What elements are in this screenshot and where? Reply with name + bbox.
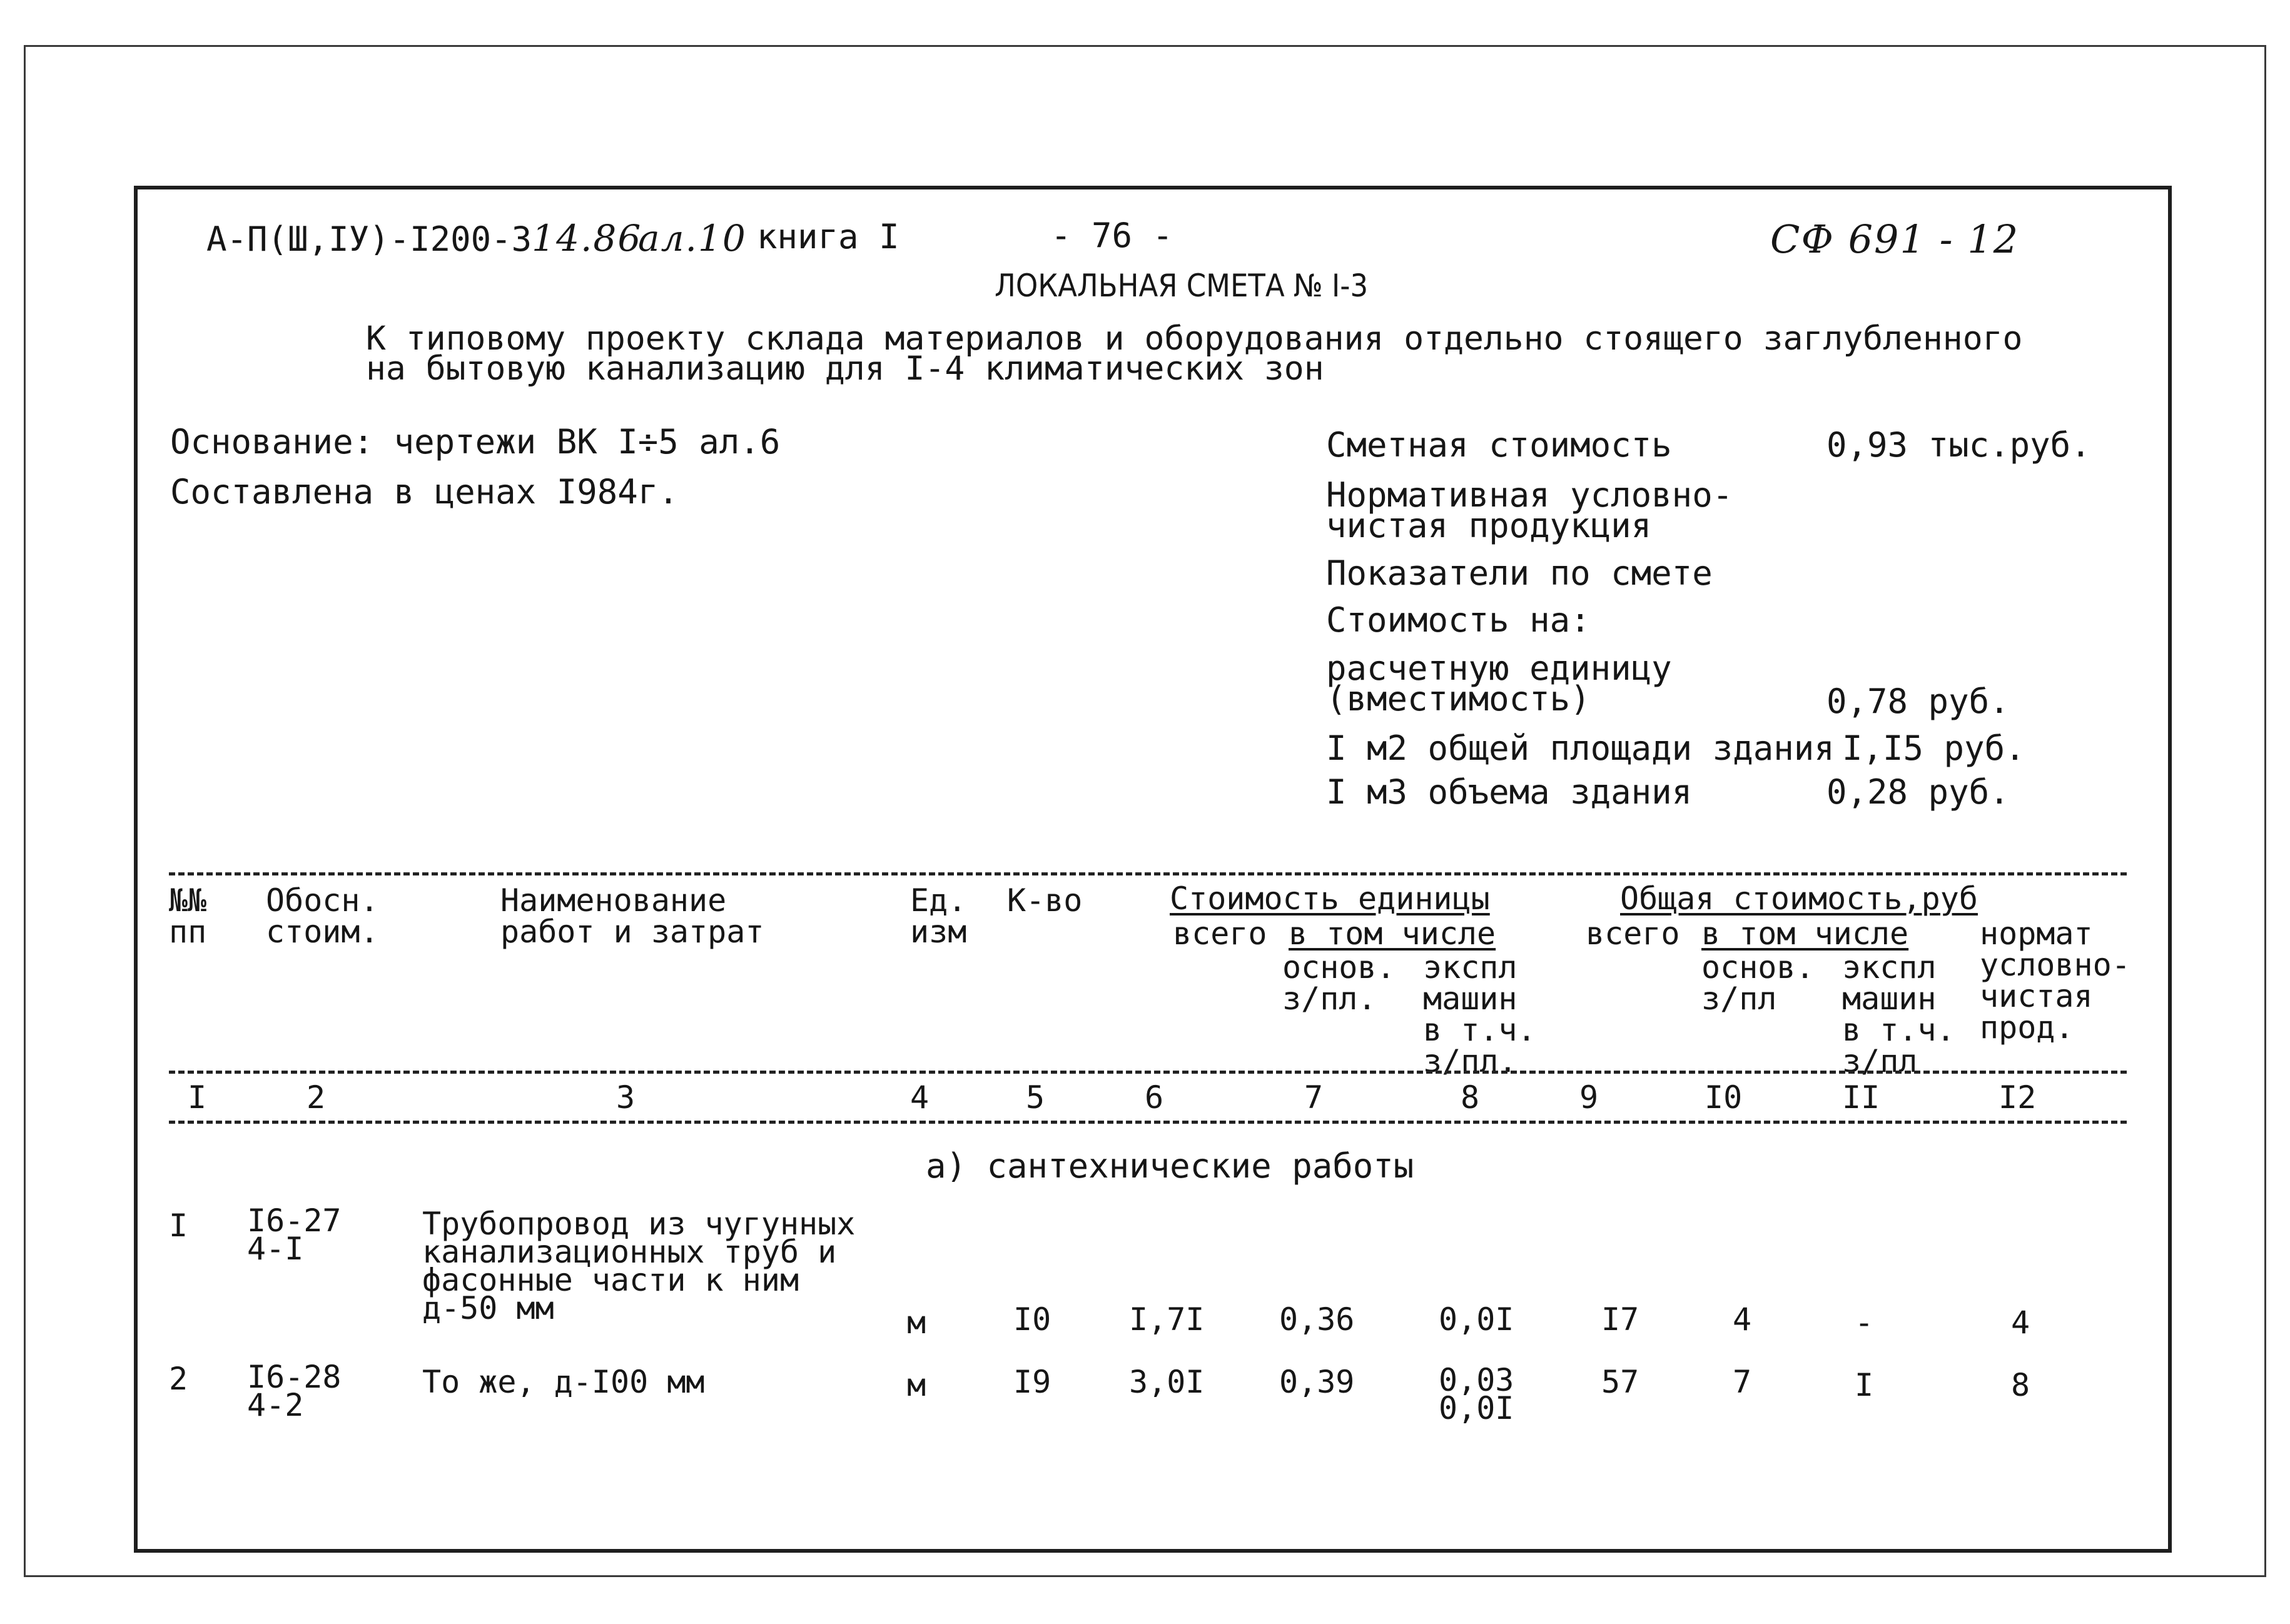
unit-cost-including-header: в том числе [1289, 915, 1496, 952]
col-header-quantity: К-во [1007, 882, 1083, 919]
prices-line: Составлена в ценах I984г. [170, 472, 679, 512]
row-1-unit-basic-wage: 0,36 [1279, 1301, 1355, 1338]
row-2-normative: 8 [2011, 1367, 2030, 1403]
total-cost-total-header: всего [1586, 915, 1680, 952]
subtitle-line-1: К типовому проекту склада материалов и оборудования отдельно стоящего заглубленного [366, 320, 2023, 358]
unit-cost-label: расчетную единицу (вместимость) [1326, 648, 1672, 719]
row-1-name: Трубопровод из чугунных канализационных труб и фасонные части к ним д-50 мм [422, 1206, 856, 1326]
estimated-cost-label: Сметная стоимость [1326, 425, 1672, 465]
row-2-unit: м [907, 1367, 926, 1403]
total-cost-machine-header: экспл машин в т.ч. з/пл [1842, 949, 1955, 1079]
unit-cost-total-header: всего [1173, 915, 1267, 952]
row-1-unit-machine: 0,0I [1439, 1301, 1514, 1338]
page-number: - 76 - [1051, 216, 1173, 255]
total-cost-basic-wage-header: основ. з/пл [1701, 949, 1815, 1017]
col-header-unit: Ед. изм [910, 882, 967, 950]
table-top-rule [169, 872, 2127, 875]
unit-cost-machine-header: экспл машин в т.ч. з/пл. [1423, 949, 1536, 1079]
column-number: 6 [1145, 1079, 1164, 1116]
document-title: ЛОКАЛЬНАЯ СМЕТА № I-3 [995, 268, 1369, 304]
row-2-total: 57 [1601, 1364, 1639, 1400]
row-2-name: То же, д-I00 мм [422, 1364, 705, 1400]
row-2-total-basic-wage: 7 [1733, 1364, 1752, 1400]
total-cost-including-header: в том числе [1701, 915, 1909, 952]
cost-per-label: Стоимость на: [1326, 600, 1591, 640]
col-header-basis: Обосн. стоим. [266, 882, 379, 950]
indicators-label: Показатели по смете [1326, 553, 1713, 593]
normative-product-header: нормат условно- чистая прод. [1980, 915, 2130, 1046]
column-number: I2 [1999, 1079, 2037, 1116]
row-2-quantity: I9 [1013, 1364, 1051, 1400]
m3-cost-label: I м3 объема здания [1326, 772, 1693, 812]
column-numbers-bottom-rule [169, 1121, 2127, 1124]
column-number: 5 [1026, 1079, 1045, 1116]
album-number: ал.10 [638, 217, 747, 260]
row-1-total: I7 [1601, 1301, 1639, 1338]
m3-cost-value: 0,28 руб. [1826, 772, 2010, 812]
m2-cost-label: I м2 общей площади здания [1326, 729, 1835, 768]
header-bottom-rule [169, 1071, 2127, 1074]
project-code-handwritten: 14.86 [532, 217, 642, 260]
estimated-cost-value: 0,93 тыс.руб. [1826, 425, 2091, 465]
col-header-number: №№ пп [169, 882, 207, 950]
project-code [206, 217, 642, 260]
row-2-unit-machine: 0,03 0,0I [1439, 1362, 1514, 1426]
unit-cost-basic-wage-header: основ. з/пл. [1282, 949, 1396, 1017]
row-2-total-machine: I [1855, 1367, 1874, 1403]
total-cost-group-header: Общая стоимость,руб [1620, 880, 1978, 917]
project-code-typed: А-П(Ш,IУ)-I200-3 [206, 219, 532, 259]
book-number: книга I [757, 217, 899, 256]
column-number: 8 [1461, 1079, 1480, 1116]
column-number: 2 [307, 1079, 326, 1116]
row-1-number: I [169, 1208, 188, 1244]
column-number: II [1842, 1079, 1880, 1116]
column-number: I [188, 1079, 207, 1116]
row-1-unit: м [907, 1304, 926, 1341]
document-reference: СФ 691 - 12 [1770, 216, 2020, 262]
row-1-normative: 4 [2011, 1304, 2030, 1341]
subtitle-line-2: на бытовую канализацию для I-4 климатических зон [366, 350, 1324, 388]
section-title: а) сантехнические работы [926, 1146, 1414, 1186]
column-number: 9 [1579, 1079, 1599, 1116]
row-1-total-basic-wage: 4 [1733, 1301, 1752, 1338]
row-1-total-machine: - [1855, 1304, 1874, 1341]
row-2-number: 2 [169, 1361, 188, 1397]
column-number: I0 [1705, 1079, 1743, 1116]
column-number: 3 [616, 1079, 636, 1116]
col-header-name: Наименование работ и затрат [500, 882, 764, 950]
row-2-unit-basic-wage: 0,39 [1279, 1364, 1355, 1400]
column-number: 7 [1304, 1079, 1324, 1116]
row-2-unit-total: 3,0I [1129, 1364, 1205, 1400]
m2-cost-value: I,I5 руб. [1842, 729, 2025, 768]
document-frame [134, 186, 2172, 1553]
basis-line: Основание: чертежи ВК I÷5 ал.6 [170, 422, 781, 461]
row-1-quantity: I0 [1013, 1301, 1051, 1338]
row-1-basis: I6-27 4-I [247, 1203, 342, 1267]
unit-cost-group-header: Стоимость единицы [1170, 880, 1490, 917]
row-1-unit-total: I,7I [1129, 1301, 1205, 1338]
column-number: 4 [910, 1079, 930, 1116]
row-2-basis: I6-28 4-2 [247, 1359, 342, 1423]
unit-cost-value: 0,78 руб. [1826, 682, 2010, 721]
normative-label: Нормативная условно- чистая продукция [1326, 475, 1733, 545]
